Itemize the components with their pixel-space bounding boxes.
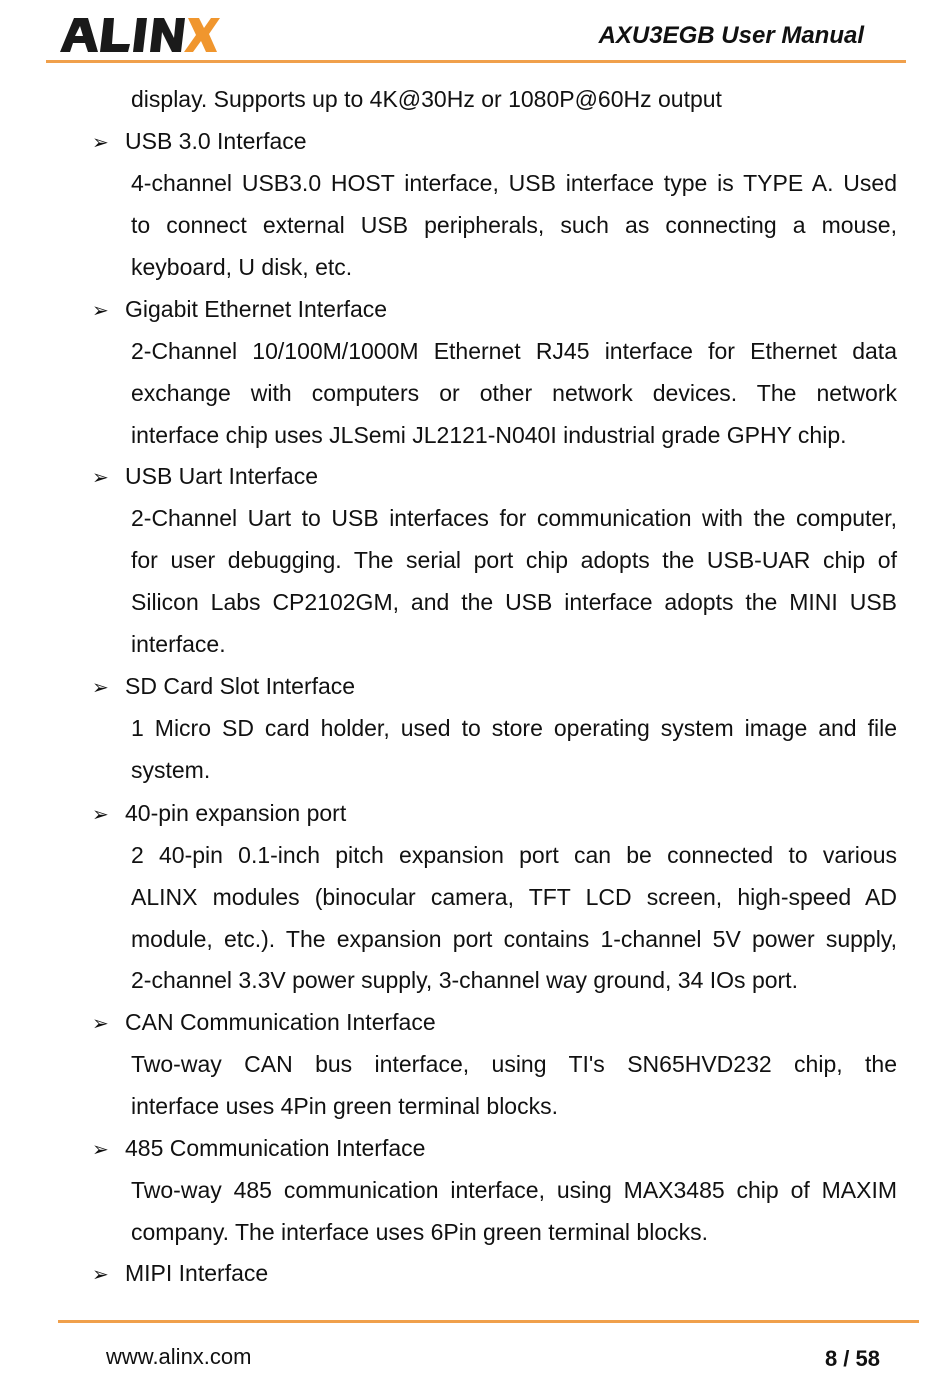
heading-text: SD Card Slot Interface <box>125 673 356 699</box>
bullet-arrow-icon: ➢ <box>92 804 109 826</box>
paragraph-line: ALINX modules (binocular camera, TFT LCD screen, high-speed AD <box>131 884 897 910</box>
footer-website-link[interactable]: www.alinx.com <box>106 1344 252 1369</box>
header-divider <box>46 60 906 63</box>
page-header <box>0 0 950 70</box>
paragraph-line: Two-way 485 communication interface, using MAX3485 chip of MAXIM <box>131 1177 897 1203</box>
document-title: AXU3EGB User Manual <box>598 22 864 49</box>
paragraph-line: display. Supports up to 4K@30Hz or 1080P@60Hz output <box>131 86 722 112</box>
section-heading-expansion <box>92 798 346 828</box>
heading-text: 40-pin expansion port <box>125 800 347 826</box>
paragraph-line: for user debugging. The serial port chip adopts the USB-UAR chip of <box>131 547 897 573</box>
section-heading-mipi <box>92 1258 268 1288</box>
section-heading-uart <box>92 461 318 491</box>
bullet-arrow-icon: ➢ <box>92 467 109 489</box>
section-heading-485 <box>92 1133 425 1163</box>
section-heading-usb3 <box>92 126 307 156</box>
paragraph-line: company. The interface uses 6Pin green terminal blocks. <box>131 1219 708 1245</box>
bullet-arrow-icon: ➢ <box>92 677 109 699</box>
paragraph-line: interface chip uses JLSemi JL2121-N040I industrial grade GPHY chip. <box>131 422 847 448</box>
section-heading-ethernet <box>92 294 387 324</box>
paragraph-line: 1 Micro SD card holder, used to store operating system image and file <box>131 715 897 741</box>
paragraph-line: Silicon Labs CP2102GM, and the USB interface adopts the MINI USB <box>131 589 897 615</box>
heading-text: Gigabit Ethernet Interface <box>125 296 388 322</box>
bullet-arrow-icon: ➢ <box>92 1139 109 1161</box>
paragraph-line: 2-Channel Uart to USB interfaces for communication with the computer, <box>131 505 897 531</box>
paragraph-line: module, etc.). The expansion port contains 1-channel 5V power supply, <box>131 926 897 952</box>
bullet-arrow-icon: ➢ <box>92 300 109 322</box>
heading-text: USB 3.0 Interface <box>125 128 307 154</box>
heading-text: USB Uart Interface <box>125 463 319 489</box>
heading-text: 485 Communication Interface <box>125 1135 426 1161</box>
bullet-arrow-icon: ➢ <box>92 132 109 154</box>
paragraph-line: 2-Channel 10/100M/1000M Ethernet RJ45 interface for Ethernet data <box>131 338 897 364</box>
paragraph-line: interface. <box>131 631 226 657</box>
paragraph-line: 2-channel 3.3V power supply, 3-channel way ground, 34 IOs port. <box>131 967 798 993</box>
paragraph-line: 2 40-pin 0.1-inch pitch expansion port can be connected to various <box>131 842 897 868</box>
paragraph-line: to connect external USB peripherals, such as connecting a mouse, <box>131 212 897 238</box>
page-number: 8 / 58 <box>824 1346 880 1371</box>
heading-text: MIPI Interface <box>125 1260 269 1286</box>
bullet-arrow-icon: ➢ <box>92 1264 109 1286</box>
section-heading-can <box>92 1007 436 1037</box>
paragraph-line: interface uses 4Pin green terminal blocks. <box>131 1093 558 1119</box>
alinx-logo <box>58 14 220 54</box>
paragraph-line: keyboard, U disk, etc. <box>131 254 353 280</box>
paragraph-line: 4-channel USB3.0 HOST interface, USB interface type is TYPE A. Used <box>131 170 897 196</box>
section-heading-sd <box>92 671 355 701</box>
paragraph-line: exchange with computers or other network devices. The network <box>131 380 897 406</box>
paragraph-line: system. <box>131 757 211 783</box>
bullet-arrow-icon: ➢ <box>92 1013 109 1035</box>
alinx-logo-mark <box>58 14 220 54</box>
paragraph-line: Two-way CAN bus interface, using TI's SN65HVD232 chip, the <box>131 1051 897 1077</box>
heading-text: CAN Communication Interface <box>125 1009 436 1035</box>
footer-divider <box>58 1320 919 1323</box>
